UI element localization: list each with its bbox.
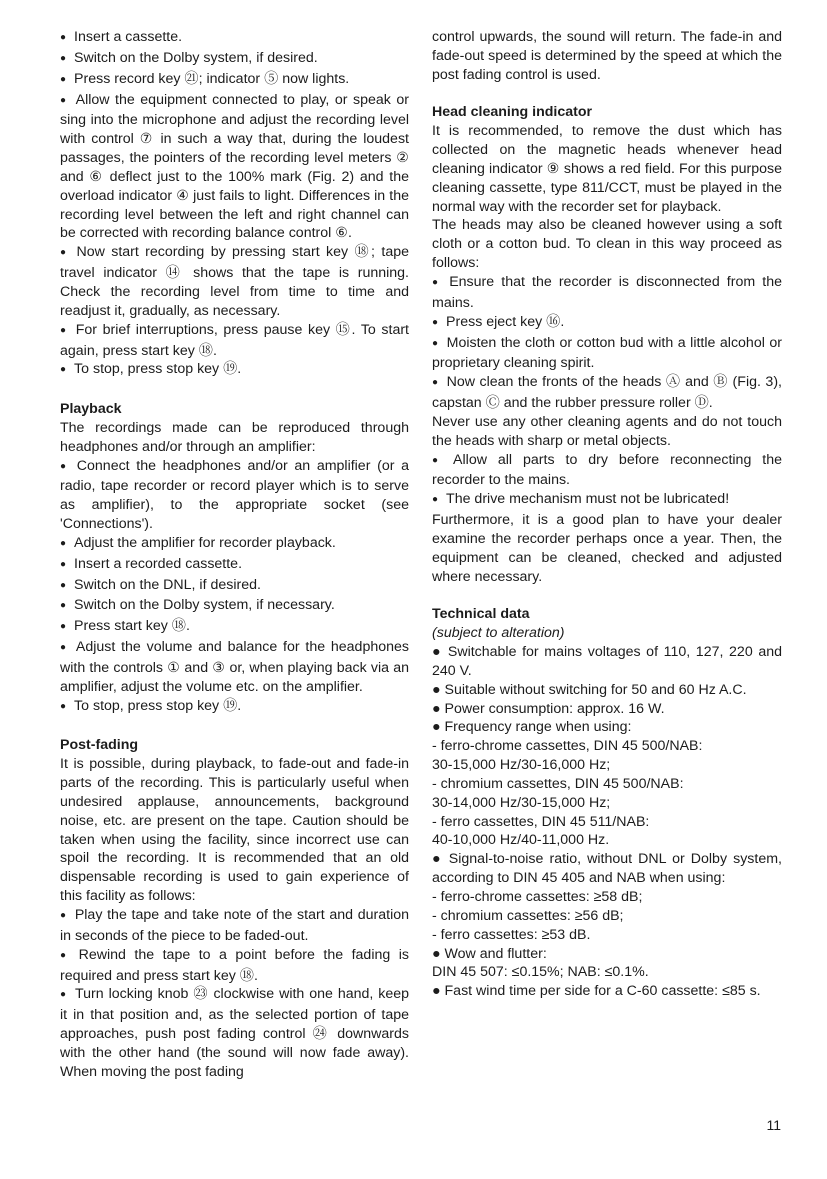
spec-line: - ferro-chrome cassettes: ≥58 dB; [432, 888, 643, 905]
spec-line: - ferro cassettes, DIN 45 511/NAB: [432, 813, 650, 830]
cleaning-step: ● Now clean the fronts of the heads Ⓐ and Ⓑ (Fig. 3), capstan Ⓒ and the rubber pressure roller Ⓓ. [432, 373, 782, 413]
spec-line: ● Switchable for mains voltages of 110, 127, 220 and 240 V. [432, 644, 782, 679]
playback-item: ● Adjust the amplifier for recorder playback. [60, 534, 409, 555]
spec-line: 30-15,000 Hz/30-16,000 Hz; [432, 757, 611, 774]
spec-line: ● Fast wind time per side for a C-60 cassette: ≤85 s. [432, 983, 761, 1000]
post-fading-continuation: control upwards, the sound will return. The fade-in and fade-out speed is determined by the speed at which the post fading control is used. [432, 29, 782, 83]
playback-item: ● Switch on the DNL, if desired. [60, 576, 409, 597]
spec-line: ● Power consumption: approx. 16 W. [432, 700, 665, 717]
playback-item: ● Press start key ⑱. [60, 617, 409, 638]
technical-data-heading: Technical data [432, 606, 530, 623]
spec-line: ● Signal-to-noise ratio, without DNL or Dolby system, according to DIN 45 405 and NAB when using: [432, 851, 782, 887]
spec-line: 30-14,000 Hz/30-15,000 Hz; [432, 794, 611, 811]
spec-line: ● Suitable without switching for 50 and 60 Hz A.C. [432, 681, 747, 698]
playback-item: ● To stop, press stop key ⑲. [60, 697, 409, 718]
post-fading-item: ● Turn locking knob ㉓ clockwise with one hand, keep it in that position and, as the selected portion of tape approaches, push post fading control ㉔ downwards with the other hand (the sound will now fade away). When moving the post fading [60, 985, 409, 1081]
spec-line: ● Wow and flutter: [432, 945, 547, 962]
head-cleaning-paragraph: The heads may also be cleaned however using a soft cloth or a cotton bud. To clean in this way proceed as follows: [432, 217, 782, 272]
spec-line: - chromium cassettes, DIN 45 500/NAB: [432, 775, 684, 792]
instruction-item: ● Allow the equipment connected to play, or speak or sing into the microphone and adjust the recording level with control ⑦ in such a way that, during the loudest passages, the pointers of the recording level meters ② and ⑥ deflect just to the 100% mark (Fig. 2) and the overload indicator ④ just fails to light. Differences in the recording level between the left and right channel can be corrected with recording balance control ⑥. [60, 91, 409, 244]
head-cleaning-heading: Head cleaning indicator [432, 104, 593, 121]
post-fading-intro: It is possible, during playback, to fade-out and fade-in parts of the recording. This is particularly useful when undesired applause, announcements, background noise, etc. are present on the tape. Caution should be taken when using the facility, since incorrect use can spoil the recording. It is recommended that an old dispensable recording is used to gain experience of this facility as follows: [60, 756, 409, 905]
cleaning-closing: Furthermore, it is a good plan to have your dealer examine the recorder perhaps once a year. Then, the equipment can be cleaned, checked and adjusted where necessary. [432, 512, 782, 585]
cleaning-step: ● The drive mechanism must not be lubricated! [432, 490, 782, 511]
right-column [432, 28, 782, 1001]
spec-line: - ferro-chrome cassettes, DIN 45 500/NAB: [432, 738, 703, 755]
page-number: 11 [766, 1117, 781, 1133]
instruction-item: ● For brief interruptions, press pause key ⑮. To start again, press start key ⑱. [60, 321, 409, 361]
head-cleaning-paragraph: It is recommended, to remove the dust which has collected on the magnetic heads whenever head cleaning indicator ⑨ shows a red field. For this purpose cleaning cassette, type 811/CCT, must be played in the normal way with the recorder set for playback. [432, 123, 782, 215]
spec-line: 40-10,000 Hz/40-11,000 Hz. [432, 832, 610, 849]
post-fading-item: ● Play the tape and take note of the start and duration in seconds of the piece to be faded-out. [60, 906, 409, 946]
instruction-item: ● Insert a cassette. [60, 28, 409, 49]
cleaning-warning: Never use any other cleaning agents and do not touch the heads with sharp or metal objects. [432, 413, 782, 449]
cleaning-step: ● Press eject key ⑯. [432, 313, 782, 334]
playback-item: ● Insert a recorded cassette. [60, 555, 409, 576]
technical-data-subheading: (subject to alteration) [432, 625, 565, 642]
playback-item: ● Connect the headphones and/or an amplifier (or a radio, tape recorder or record player which is to serve as amplifier), to the appropriate socket (see 'Connections'). [60, 457, 409, 534]
playback-intro: The recordings made can be reproduced through headphones and/or through an amplifier: [60, 419, 409, 455]
cleaning-step: ● Allow all parts to dry before reconnecting the recorder to the mains. [432, 451, 782, 491]
post-fading-item: ● Rewind the tape to a point before the fading is required and press start key ⑱. [60, 946, 409, 986]
instruction-item: ● Now start recording by pressing start key ⑱; tape travel indicator ⑭ shows that the tape is running. Check the recording level from time to time and readjust it, gradually, as necessary. [60, 243, 409, 320]
cleaning-step: ● Moisten the cloth or cotton bud with a little alcohol or proprietary cleaning spirit. [432, 334, 782, 374]
playback-heading: Playback [60, 401, 122, 418]
post-fading-heading: Post-fading [60, 737, 139, 754]
cleaning-step: ● Ensure that the recorder is disconnected from the mains. [432, 273, 782, 313]
instruction-item: ● Press record key ㉑; indicator ⑤ now lights. [60, 70, 409, 91]
left-column [60, 28, 409, 1082]
instruction-item: ● To stop, press stop key ⑲. [60, 360, 409, 381]
spec-line: - chromium cassettes: ≥56 dB; [432, 907, 624, 924]
spec-line: DIN 45 507: ≤0.15%; NAB: ≤0.1%. [432, 964, 649, 981]
instruction-item: ● Switch on the Dolby system, if desired. [60, 49, 409, 70]
playback-item: ● Adjust the volume and balance for the headphones with the controls ① and ③ or, when playing back via an amplifier, adjust the volume etc. on the amplifier. [60, 638, 409, 697]
spec-line: ● Frequency range when using: [432, 719, 632, 736]
spec-line: - ferro cassettes: ≥53 dB. [432, 926, 591, 943]
playback-item: ● Switch on the Dolby system, if necessary. [60, 596, 409, 617]
